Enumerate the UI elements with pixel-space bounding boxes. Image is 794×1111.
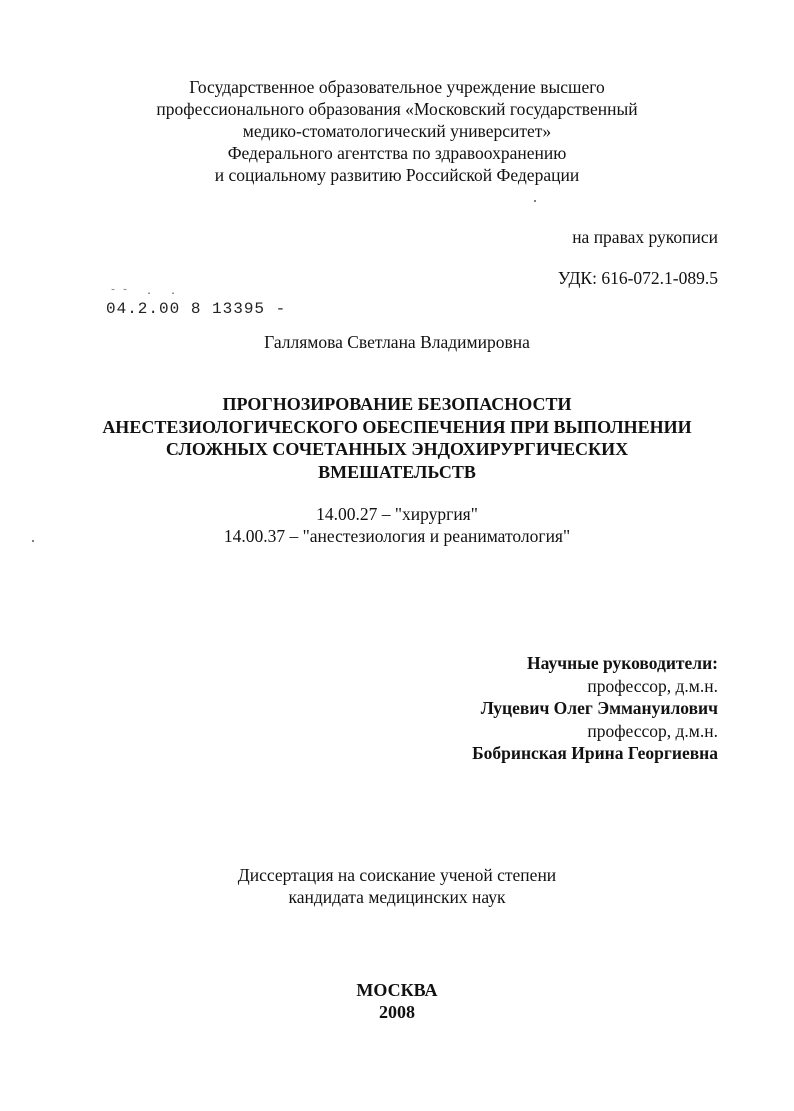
specialty-line: 14.00.27 – "хирургия" xyxy=(316,504,478,524)
institution-line: Федерального агентства по здравоохранению xyxy=(227,143,567,163)
author-name: Галлямова Светлана Владимировна xyxy=(264,332,530,352)
supervisors-block xyxy=(472,652,718,765)
institution-line: профессионального образования «Московский государственный xyxy=(156,99,638,119)
supervisor-rank: профессор, д.м.н. xyxy=(587,720,718,741)
institution-line: и социальному развитию Российской Федерации xyxy=(214,165,580,185)
scan-speck xyxy=(534,200,536,202)
dissertation-title xyxy=(0,393,794,483)
title-line: СЛОЖНЫХ СОЧЕТАННЫХ ЭНДОХИРУРГИЧЕСКИХ xyxy=(165,439,629,459)
supervisors-heading: Научные руководители: xyxy=(526,653,718,673)
title-line: АНЕСТЕЗИОЛОГИЧЕСКОГО ОБЕСПЕЧЕНИЯ ПРИ ВЫПОЛНЕНИИ xyxy=(102,416,692,437)
supervisor-name: Бобринская Ирина Георгиевна xyxy=(472,743,718,763)
city-name: МОСКВА xyxy=(356,980,438,1000)
institution-block xyxy=(0,76,794,186)
title-line: ВМЕШАТЕЛЬСТВ xyxy=(318,461,476,482)
degree-line: кандидата медицинских наук xyxy=(288,887,506,907)
manuscript-note: на правах рукописи xyxy=(572,227,718,247)
institution-line: медико-стоматологический университет» xyxy=(242,121,552,141)
year: 2008 xyxy=(379,1002,415,1022)
stamp-marks: ˘˘ · · xyxy=(110,289,183,300)
degree-line: Диссертация на соискание ученой степени xyxy=(237,865,557,885)
institution-line: Государственное образовательное учреждение высшего xyxy=(189,77,605,97)
supervisor-name: Луцевич Олег Эммануилович xyxy=(480,698,718,718)
city-year-block xyxy=(0,979,794,1023)
specialty-codes xyxy=(0,503,794,547)
supervisor-rank: профессор, д.м.н. xyxy=(587,675,718,696)
specialty-line: 14.00.37 – "анестезиология и реаниматология" xyxy=(223,526,571,546)
udc-code: УДК: 616-072.1-089.5 xyxy=(557,268,718,288)
scan-speck xyxy=(32,540,34,542)
stamp-number: 04.2.00 8 13395 - xyxy=(106,300,287,318)
degree-statement xyxy=(0,864,794,908)
title-line: ПРОГНОЗИРОВАНИЕ БЕЗОПАСНОСТИ xyxy=(222,394,572,414)
